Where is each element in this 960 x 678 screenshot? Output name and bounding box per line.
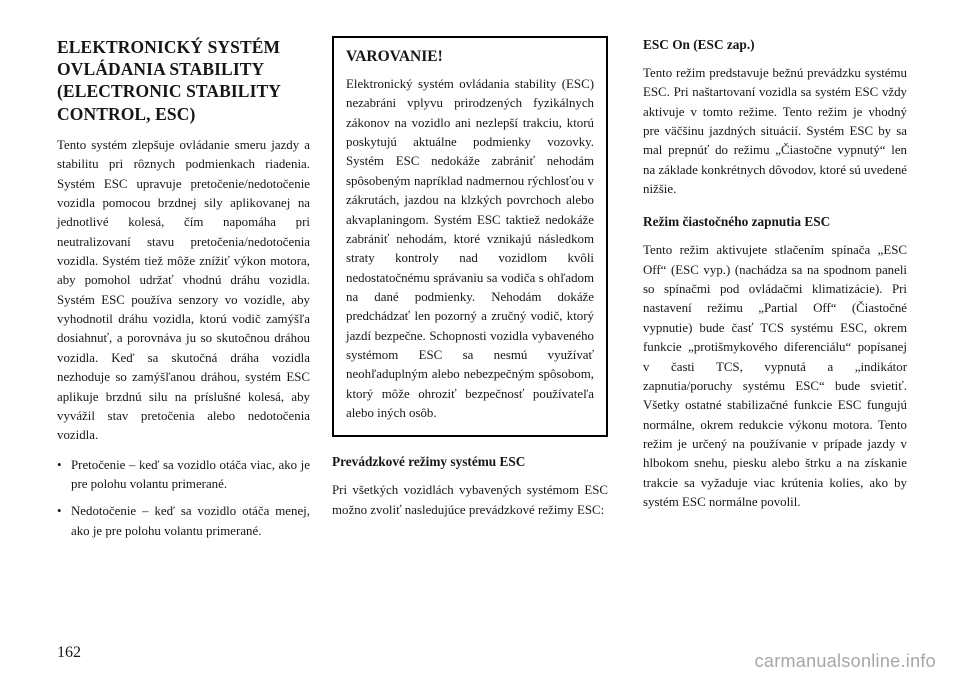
section-title: ELEKTRONICKÝ SYSTÉM OVLÁDANIA STABILITY (ELECTRONIC STABILITY CONTROL, ESC) [57,37,281,124]
esc-on-paragraph: Tento režim predstavuje bežnú prevádzku systému ESC. Pri naštartovaní vozidla sa systém ESC vždy aktivuje v tomto režime. Tento režim je vhodný pre väčšinu jazdných situácií. Systém ESC by sa mal prepnúť do režimu „Čiastočne vypnutý“ len na základe konkrétnych dôvodov, ktoré sú uvedené nižšie. [643,65,907,197]
watermark: carmanualsonline.info [754,651,936,671]
subsection-heading-esc-on: ESC On (ESC zap.) [643,37,755,52]
operating-modes-paragraph: Pri všetkých vozidlách vybavených systémom ESC možno zvoliť nasledujúce prevádzkové režimy ESC: [332,483,608,517]
subsection-heading-operating-modes: Prevádzkové režimy systému ESC [332,454,526,470]
bullet-item [57,502,310,541]
bullet-marker: • [57,504,62,519]
left-column [57,36,310,549]
bullet-list [57,456,310,541]
section-partial-on [643,213,907,512]
warning-title: VAROVANIE! [346,48,443,65]
warning-box [332,36,608,437]
subsection-heading-partial-on: Režim čiastočného zapnutia ESC [643,214,831,230]
bullet-item [57,456,310,495]
bullet-text-understeer: Nedotočenie – keď sa vozidlo otáča menej, ako je pre polohu volantu primerané. [71,504,310,538]
warning-body: Elektronický systém ovládania stability (ESC) nezabráni vplyvu prirodzených fyzikálnych zákonov na vozidlo ani nezlepší trakciu, ktorú poskytujú aktuálne podmienky vozovky. Systém ESC nedokáže zabrániť nehodám spôsobeným napríklad nadmernou rýchlosťou v zákrutách, jazdou na klzkých povrchoch alebo akvaplaningom. Systém ESC taktiež nedokáže zabrániť nehodám, ktoré vznikajú následkom straty kontroly nad vozidlom kvôli nedostatočnému správaniu sa vodiča s ohľadom na dané podmienky. Nehodám dokáže predchádzať len pozorný a zručný vodič, ktorý jazdí bezpečne. Schopnosti vozidla vybaveného systémom ESC sa nesmú využívať neohľaduplným alebo nebezpečným spôsobom, ktorý môže ohroziť bezpečnosť používateľa alebo iných osôb. [346,77,594,421]
intro-paragraph: Tento systém zlepšuje ovládanie smeru jazdy a stabilitu pri rôznych podmienkach riadenia. Systém ESC upravuje pretočenie/nedotočenie vozidla pomocou brzdnej sily aplikovanej na jednotlivé kolesá, čím napomáha pri neutralizovaní stavu pretočenia/nedotočenia vozidla. Systém tiež môže znížiť výkon motora, aby pomohol udržať vhodnú dráhu vozidla. Systém ESC používa senzory vo vozidle, aby vyhodnotil dráhu vozidla, ktorú vodič zamýšľa dosiahnuť, a porovnáva ju so skutočnou dráhou vozidla. Keď sa skutočná dráha vozidla nezhoduje so zamýšľanou dráhou, systém ESC aplikuje brzdnú silu na príslušné kolesá, aby vyvážil stav pretočenia alebo nedotočenia vozidla. [57,137,310,443]
partial-on-paragraph: Tento režim aktivujete stlačením spínača „ESC Off“ (ESC vyp.) (nachádza sa na spodnom paneli so spínačmi pod ovládačmi klimatizácie). Pri nastavení režimu „Partial Off“ (Čiastočné vypnutie) bude časť TCS systému ESC, okrem funkcie „protišmykového diferenciálu“ popísanej v časti TCS, vypnutá a „indikátor zapnutia/poruchy systému ESC“ bude svietiť. Všetky ostatné stabilizačné funkcie ESC fungujú normálne, okrem redukcie výkonu motora. Tento režim je určený na používanie v prípade jazdy v hlbokom snehu, piesku alebo štrku a na získanie trakcie sa vyžaduje viac krútenia kolies, ako by systém ESC normálne povolil. [643,243,907,510]
bullet-text-oversteer: Pretočenie – keď sa vozidlo otáča viac, ako je pre polohu volantu primerané. [71,457,310,491]
page-number: 162 [57,644,81,661]
right-column [643,36,907,549]
section-esc-on [643,36,907,199]
middle-column [332,36,608,549]
bullet-marker: • [57,457,62,472]
